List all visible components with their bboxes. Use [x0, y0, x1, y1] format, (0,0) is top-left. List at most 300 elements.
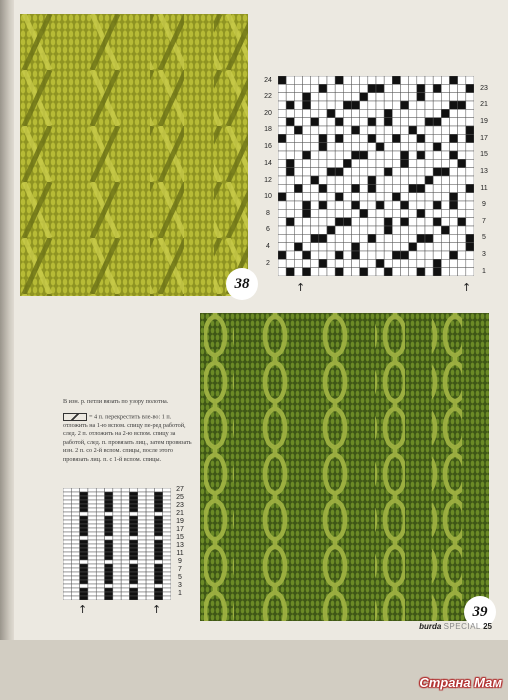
chart-cell — [376, 118, 384, 126]
chart-cell — [146, 508, 154, 512]
chart-cell — [441, 243, 449, 251]
chart-cell — [376, 134, 384, 142]
chart-cell — [113, 524, 121, 528]
chart-cell — [146, 584, 154, 588]
chart-cell — [88, 508, 96, 512]
chart-cell — [425, 201, 433, 209]
chart-cell — [163, 520, 171, 524]
chart-cell — [278, 201, 286, 209]
chart-cell — [105, 560, 113, 564]
chart-cell — [63, 500, 71, 504]
chart-cell — [88, 592, 96, 596]
chart-cell — [138, 576, 146, 580]
chart-cell — [121, 508, 129, 512]
chart-cell — [163, 504, 171, 508]
chart-cell — [138, 544, 146, 548]
chart-cell — [88, 556, 96, 560]
chart-cell — [96, 520, 104, 524]
chart-cell — [96, 528, 104, 532]
chart-cell — [294, 93, 302, 101]
chart-cell — [278, 76, 286, 84]
chart-cell — [352, 101, 360, 109]
chart-cell — [335, 151, 343, 159]
chart-cell — [343, 193, 351, 201]
chart-cell — [352, 226, 360, 234]
chart-cell — [384, 184, 392, 192]
chart-cell — [96, 496, 104, 500]
chart-cell — [384, 226, 392, 234]
chart-cell — [105, 584, 113, 588]
chart-cell — [294, 226, 302, 234]
chart-cell — [146, 588, 154, 592]
chart-cell — [450, 259, 458, 267]
chart-cell — [384, 159, 392, 167]
chart-cell — [433, 268, 441, 276]
chart-cell — [466, 251, 474, 259]
chart-cell — [441, 159, 449, 167]
chart-cell — [278, 193, 286, 201]
chart-cell — [80, 500, 88, 504]
chart-cell — [311, 126, 319, 134]
chart-cell — [376, 84, 384, 92]
chart-cell — [425, 168, 433, 176]
chart-cell — [392, 76, 400, 84]
chart-cell — [441, 176, 449, 184]
chart-cell — [409, 243, 417, 251]
chart-cell — [105, 580, 113, 584]
chart-cell — [425, 184, 433, 192]
chart-cell — [278, 143, 286, 151]
chart-cell — [80, 592, 88, 596]
chart-cell — [433, 201, 441, 209]
chart-cell — [286, 168, 294, 176]
chart-cell — [360, 84, 368, 92]
chart-cell — [311, 159, 319, 167]
chart-cell — [121, 556, 129, 560]
chart-cell — [417, 84, 425, 92]
row-number: 3 — [178, 582, 182, 589]
row-number: 1 — [178, 590, 182, 597]
chart-cell — [343, 168, 351, 176]
chart-cell — [88, 544, 96, 548]
chart-cell — [121, 596, 129, 600]
chart-cell — [294, 118, 302, 126]
row-number: 7 — [178, 566, 182, 573]
chart-cell — [163, 516, 171, 520]
chart-cell — [368, 201, 376, 209]
chart-cell — [335, 143, 343, 151]
chart-cell — [138, 572, 146, 576]
chart-cell — [278, 84, 286, 92]
chart-cell — [88, 528, 96, 532]
chart-cell — [121, 580, 129, 584]
row-number: 10 — [264, 193, 272, 200]
chart-cell — [278, 218, 286, 226]
chart-cell — [319, 234, 327, 242]
chart-cell — [286, 134, 294, 142]
chart-cell — [311, 168, 319, 176]
row-number: 23 — [176, 502, 184, 509]
chart-cell — [458, 176, 466, 184]
chart-cell — [450, 93, 458, 101]
chart-cell — [105, 592, 113, 596]
chart-cell — [360, 184, 368, 192]
chart-cell — [335, 109, 343, 117]
chart-cell — [129, 520, 137, 524]
chart-cell — [286, 151, 294, 159]
chart-cell — [384, 126, 392, 134]
chart-cell — [138, 492, 146, 496]
chart-cell — [121, 588, 129, 592]
chart-cell — [441, 193, 449, 201]
chart-cell — [327, 151, 335, 159]
chart-cell — [129, 584, 137, 588]
chart-cell — [433, 76, 441, 84]
chart-cell — [88, 568, 96, 572]
chart-cell — [335, 76, 343, 84]
chart-cell — [80, 496, 88, 500]
chart-cell — [154, 536, 162, 540]
chart-cell — [368, 143, 376, 151]
chart-cell — [352, 143, 360, 151]
chart-cell — [384, 109, 392, 117]
chart-cell — [88, 560, 96, 564]
chart-cell — [441, 268, 449, 276]
chart-cell — [466, 176, 474, 184]
chart-cell — [392, 126, 400, 134]
chart-cell — [129, 524, 137, 528]
chart-cell — [409, 84, 417, 92]
chart-cell — [343, 243, 351, 251]
chart-cell — [80, 508, 88, 512]
chart-cell — [286, 209, 294, 217]
chart-cell — [335, 84, 343, 92]
chart-cell — [327, 176, 335, 184]
chart-cell — [278, 168, 286, 176]
chart-cell — [121, 516, 129, 520]
chart-cell — [368, 259, 376, 267]
chart-cell — [121, 524, 129, 528]
chart-cell — [433, 184, 441, 192]
chart-cell — [466, 193, 474, 201]
chart-cell — [163, 576, 171, 580]
chart-cell — [319, 243, 327, 251]
chart-cell — [154, 520, 162, 524]
chart-cell — [352, 268, 360, 276]
scan-background — [0, 640, 508, 700]
chart-cell — [154, 568, 162, 572]
chart-cell — [303, 93, 311, 101]
chart-cell — [63, 584, 71, 588]
chart-cell — [163, 512, 171, 516]
chart-cell — [96, 492, 104, 496]
chart-cell — [96, 488, 104, 492]
chart-cell — [80, 524, 88, 528]
chart-cell — [409, 159, 417, 167]
chart-cell — [417, 243, 425, 251]
chart-cell — [401, 168, 409, 176]
chart-cell — [401, 134, 409, 142]
chart-cell — [146, 572, 154, 576]
chart-cell — [409, 101, 417, 109]
chart-cell — [80, 528, 88, 532]
instruction-wrong-side: В изн. р. петли вязать по узору полотна. — [63, 398, 169, 405]
chart-cell — [384, 84, 392, 92]
chart-cell — [343, 101, 351, 109]
chart-cell — [335, 101, 343, 109]
cable-cross-symbol-icon — [63, 413, 87, 421]
chart-cell — [319, 109, 327, 117]
chart-cell — [278, 118, 286, 126]
chart-cell — [154, 516, 162, 520]
chart-cell — [392, 218, 400, 226]
chart-cell — [286, 184, 294, 192]
chart-cell — [401, 151, 409, 159]
chart-cell — [154, 496, 162, 500]
chart-cell — [80, 556, 88, 560]
chart-cell — [71, 556, 79, 560]
chart-cell — [146, 544, 154, 548]
chart-cell — [433, 93, 441, 101]
chart-cell — [450, 193, 458, 201]
chart-cell — [138, 592, 146, 596]
chart-cell — [96, 500, 104, 504]
chart-cell — [458, 143, 466, 151]
chart-cell — [113, 580, 121, 584]
row-number: 9 — [482, 201, 486, 208]
chart-cell — [441, 209, 449, 217]
chart-cell — [384, 201, 392, 209]
chart-cell — [360, 259, 368, 267]
chart-cell — [278, 134, 286, 142]
chart-cell — [154, 524, 162, 528]
chart-cell — [63, 512, 71, 516]
chart-cell — [458, 259, 466, 267]
chart-cell — [71, 564, 79, 568]
chart-cell — [450, 184, 458, 192]
row-number: 15 — [176, 534, 184, 541]
chart-cell — [458, 109, 466, 117]
chart-cell — [294, 234, 302, 242]
chart-cell — [105, 512, 113, 516]
chart-cell — [121, 576, 129, 580]
chart-cell — [96, 548, 104, 552]
chart-cell — [113, 520, 121, 524]
chart-cell — [450, 101, 458, 109]
chart-cell — [409, 176, 417, 184]
chart-cell — [401, 126, 409, 134]
chart-cell — [360, 151, 368, 159]
chart-cell — [113, 492, 121, 496]
chart-cell — [286, 84, 294, 92]
chart-cell — [335, 168, 343, 176]
chart-cell — [63, 576, 71, 580]
chart-cell — [376, 151, 384, 159]
chart-cell — [113, 592, 121, 596]
chart-cell — [129, 596, 137, 600]
chart-cell — [96, 580, 104, 584]
chart-cell — [121, 544, 129, 548]
row-number: 25 — [176, 494, 184, 501]
chart-cell — [286, 109, 294, 117]
row-number: 24 — [264, 77, 272, 84]
chart-cell — [146, 528, 154, 532]
chart-cell — [154, 528, 162, 532]
chart-cell — [450, 126, 458, 134]
chart-cell — [96, 596, 104, 600]
chart-cell — [360, 218, 368, 226]
chart-cell — [80, 584, 88, 588]
chart-cell — [401, 118, 409, 126]
chart-cell — [425, 76, 433, 84]
chart-cell — [80, 504, 88, 508]
chart-cell — [121, 532, 129, 536]
chart-cell — [163, 496, 171, 500]
chart-cell — [88, 504, 96, 508]
chart-cell — [146, 540, 154, 544]
chart-cell — [392, 226, 400, 234]
chart-cell — [384, 209, 392, 217]
chart-cell — [327, 209, 335, 217]
chart-cell — [146, 520, 154, 524]
chart-cell — [376, 76, 384, 84]
chart-cell — [368, 126, 376, 134]
chart-cell — [163, 568, 171, 572]
chart-cell — [311, 118, 319, 126]
chart-cell — [458, 93, 466, 101]
chart-cell — [327, 84, 335, 92]
chart-cell — [466, 134, 474, 142]
chart-cell — [376, 109, 384, 117]
chart-cell — [294, 193, 302, 201]
chart-cell — [71, 540, 79, 544]
chart-cell — [433, 159, 441, 167]
chart-cell — [441, 234, 449, 242]
chart-cell — [335, 218, 343, 226]
chart-cell — [352, 159, 360, 167]
chart-cell — [88, 532, 96, 536]
chart-cell — [105, 536, 113, 540]
chart-cell — [425, 243, 433, 251]
chart-cell — [154, 488, 162, 492]
chart-cell — [71, 504, 79, 508]
chart-cell — [129, 512, 137, 516]
chart-cell — [303, 268, 311, 276]
chart-cell — [360, 234, 368, 242]
chart-cell — [88, 584, 96, 588]
chart-cell — [138, 500, 146, 504]
chart-cell — [450, 134, 458, 142]
chart-cell — [376, 168, 384, 176]
chart-cell — [303, 193, 311, 201]
chart-cell — [409, 193, 417, 201]
chart-cell — [425, 159, 433, 167]
chart-cell — [376, 93, 384, 101]
chart-cell — [360, 251, 368, 259]
row-number: 20 — [264, 110, 272, 117]
chart-cell — [113, 532, 121, 536]
chart-cell — [458, 159, 466, 167]
chart-cell — [433, 226, 441, 234]
chart-cell — [441, 109, 449, 117]
chart-cell — [458, 118, 466, 126]
chart-cell — [311, 151, 319, 159]
chart-cell — [441, 101, 449, 109]
chart-cell — [450, 243, 458, 251]
chart-cell — [409, 143, 417, 151]
chart-cell — [105, 544, 113, 548]
chart-cell — [335, 126, 343, 134]
chart-cell — [311, 218, 319, 226]
chart-cell — [441, 93, 449, 101]
chart-cell — [129, 544, 137, 548]
chart-cell — [113, 512, 121, 516]
chart-cell — [401, 84, 409, 92]
chart-cell — [319, 176, 327, 184]
chart-cell — [113, 504, 121, 508]
chart-cell — [352, 93, 360, 101]
chart-cell — [368, 218, 376, 226]
chart-cell — [466, 268, 474, 276]
chart-cell — [392, 109, 400, 117]
chart-cell — [146, 592, 154, 596]
chart-cell — [163, 536, 171, 540]
chart-cell — [303, 259, 311, 267]
instructions-39 — [63, 398, 195, 471]
chart-cell — [294, 126, 302, 134]
chart-cell — [319, 134, 327, 142]
chart-cell — [303, 184, 311, 192]
chart-cell — [138, 536, 146, 540]
swatch-photo-38 — [20, 14, 248, 296]
chart-cell — [433, 126, 441, 134]
chart-cell — [286, 251, 294, 259]
chart-cell — [384, 101, 392, 109]
chart-cell — [401, 201, 409, 209]
row-number: 16 — [264, 143, 272, 150]
chart-cell — [327, 93, 335, 101]
chart-cell — [311, 234, 319, 242]
chart-cell — [303, 134, 311, 142]
chart-cell — [88, 552, 96, 556]
chart-cell — [384, 218, 392, 226]
chart-cell — [105, 528, 113, 532]
chart-cell — [368, 109, 376, 117]
chart-cell — [129, 572, 137, 576]
chart-cell — [425, 268, 433, 276]
chart-cell — [146, 496, 154, 500]
chart-cell — [335, 234, 343, 242]
chart-cell — [417, 193, 425, 201]
chart-cell — [278, 93, 286, 101]
chart-cell — [154, 592, 162, 596]
chart-cell — [80, 488, 88, 492]
chart-cell — [71, 496, 79, 500]
chart-cell — [384, 168, 392, 176]
chart-cell — [376, 259, 384, 267]
chart-cell — [450, 159, 458, 167]
chart-cell — [286, 234, 294, 242]
chart-cell — [154, 492, 162, 496]
chart-cell — [409, 259, 417, 267]
chart-cell — [458, 76, 466, 84]
chart-cell — [96, 552, 104, 556]
chart-cell — [138, 564, 146, 568]
chart-cell — [343, 176, 351, 184]
chart-cell — [163, 548, 171, 552]
chart-cell — [450, 151, 458, 159]
chart-cell — [138, 528, 146, 532]
